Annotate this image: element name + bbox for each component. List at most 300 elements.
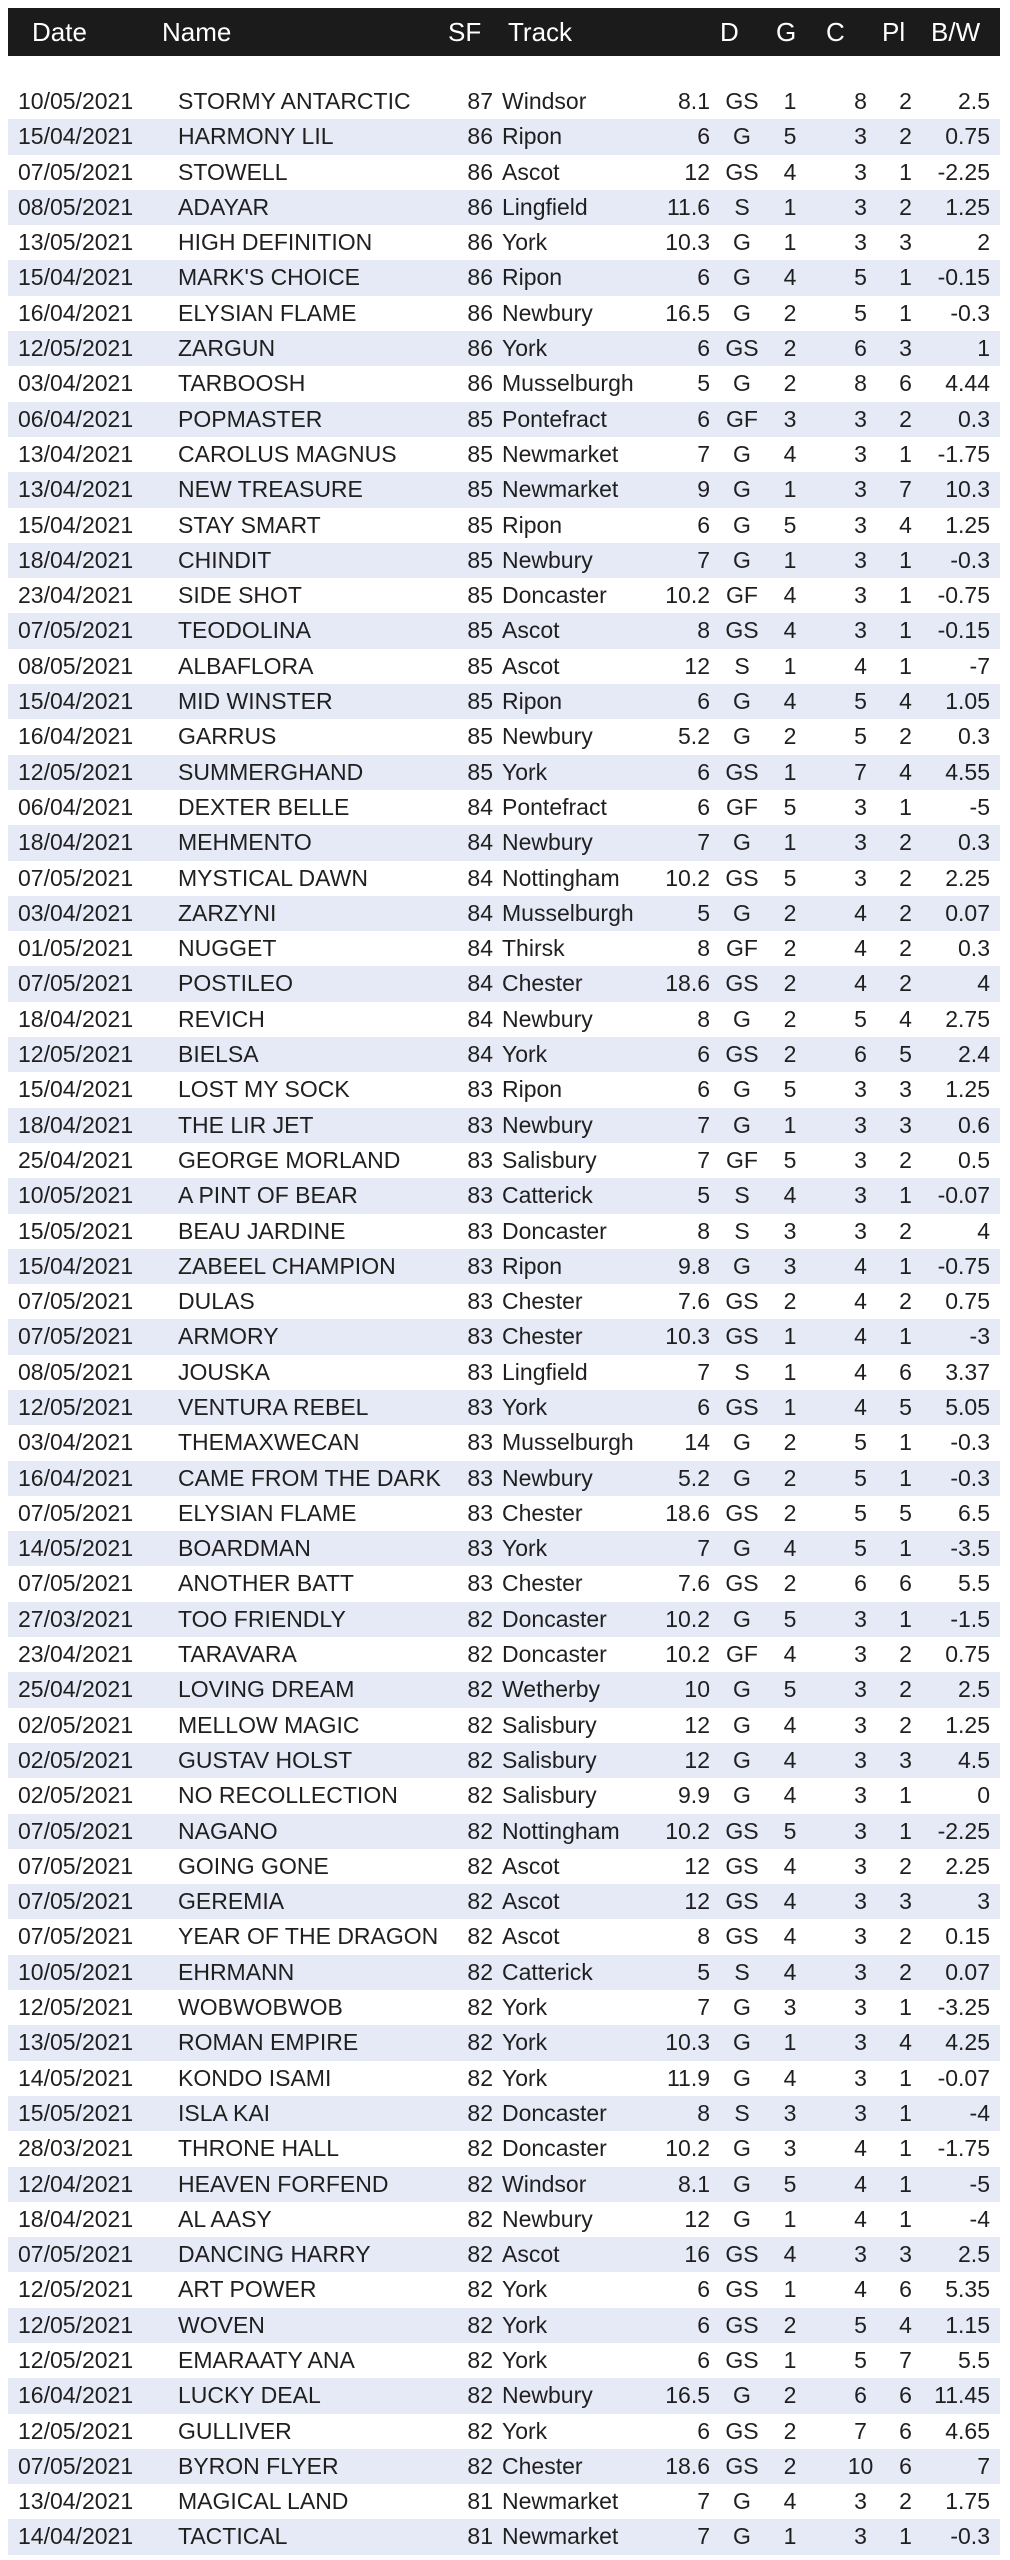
g-cell: 4 [783,1182,797,1209]
table-row[interactable] [8,861,1000,896]
class-cell: 4 [854,899,867,926]
table-row[interactable] [8,1390,1000,1425]
table-row[interactable] [8,2131,1000,2166]
distance-cell: 12 [684,1746,710,1773]
name-cell: GEREMIA [178,1888,285,1915]
date-cell: 07/05/2021 [18,970,134,997]
table-row[interactable] [8,613,1000,648]
header-beaten-won[interactable]: B/W [931,17,981,47]
track-cell: Doncaster [502,1217,607,1244]
distance-cell: 6 [697,2347,710,2373]
table-row[interactable] [8,1708,1000,1743]
table-row[interactable] [8,2378,1000,2413]
name-cell: ELYSIAN FLAME [178,1499,357,1526]
table-row[interactable] [8,225,1000,260]
track-cell: Newmarket [502,440,619,467]
table-row[interactable] [8,2272,1000,2307]
header-going[interactable]: G [776,17,797,47]
class-cell: 3 [854,2241,867,2268]
table-row[interactable] [8,1990,1000,2025]
table-row[interactable] [8,2061,1000,2096]
distance-cell: 10.3 [665,229,710,256]
placing-cell: 3 [899,229,912,256]
going-cell: G [733,511,751,538]
placing-cell: 3 [899,1111,912,1138]
beaten-won-cell: 1.75 [945,2488,990,2515]
distance-cell: 16.5 [665,299,710,326]
going-cell: GS [725,617,759,644]
g-cell: 3 [783,2135,797,2162]
table-row[interactable] [8,1531,1000,1566]
distance-cell: 10.2 [665,864,710,891]
table-row[interactable] [8,402,1000,437]
table-row[interactable] [8,2096,1000,2131]
going-cell: GS [725,1499,759,1526]
going-cell: GS [725,758,759,785]
sf-cell: 82 [467,2205,493,2232]
placing-cell: 4 [899,2311,912,2338]
track-cell: York [502,758,548,785]
distance-cell: 6 [697,1076,710,1103]
beaten-won-cell: -0.3 [950,1464,990,1491]
date-cell: 28/03/2021 [18,2135,134,2162]
placing-cell: 6 [899,370,912,397]
date-cell: 10/05/2021 [18,1182,134,1209]
date-cell: 02/05/2021 [18,1746,134,1773]
g-cell: 2 [783,1499,797,1526]
distance-cell: 5 [697,899,710,926]
name-cell: TEODOLINA [178,617,311,644]
date-cell: 07/05/2021 [18,864,134,891]
sf-cell: 84 [467,1005,493,1032]
class-cell: 4 [854,1358,867,1385]
distance-cell: 12 [684,1888,710,1915]
g-cell: 4 [783,1711,797,1738]
track-cell: Newbury [502,1111,593,1138]
sf-cell: 82 [467,1782,493,1809]
table-row[interactable] [8,366,1000,401]
placing-cell: 1 [899,2135,912,2162]
distance-cell: 5 [697,370,710,397]
date-cell: 15/04/2021 [18,688,134,715]
class-cell: 3 [854,546,867,573]
date-cell: 12/05/2021 [18,335,134,362]
table-row[interactable] [8,2484,1000,2519]
sf-cell: 84 [467,829,493,856]
track-cell: Newbury [502,723,593,750]
beaten-won-cell: -0.07 [937,2064,990,2091]
going-cell: GF [726,405,758,432]
table-row[interactable] [8,1143,1000,1178]
name-cell: VENTURA REBEL [178,1393,369,1420]
date-cell: 14/04/2021 [18,2523,134,2550]
table-row[interactable] [8,1884,1000,1919]
table-row[interactable] [8,472,1000,507]
track-cell: Salisbury [502,1711,597,1738]
distance-cell: 16 [684,2241,710,2268]
date-cell: 07/05/2021 [18,1288,134,1315]
distance-cell: 10.2 [665,1605,710,1632]
table-row[interactable] [8,155,1000,190]
class-cell: 4 [854,2205,867,2232]
table-row[interactable] [8,1002,1000,1037]
going-cell: G [733,1111,751,1138]
beaten-won-cell: 4.65 [945,2417,990,2444]
g-cell: 1 [783,1323,797,1350]
beaten-won-cell: 2.4 [958,1041,990,1068]
date-cell: 08/05/2021 [18,652,134,679]
header-distance[interactable]: D [720,17,739,47]
date-cell: 14/05/2021 [18,2064,134,2091]
going-cell: S [734,1958,750,1985]
table-row[interactable] [8,1284,1000,1319]
table-row[interactable] [8,578,1000,613]
table-row[interactable] [8,1319,1000,1354]
date-cell: 27/03/2021 [18,1605,134,1632]
g-cell: 2 [783,1288,797,1315]
name-cell: TACTICAL [178,2523,288,2550]
class-cell: 3 [854,2523,867,2550]
beaten-won-cell: 0.5 [958,1146,990,1173]
class-cell: 5 [854,1499,867,1526]
distance-cell: 5 [697,1182,710,1209]
sf-cell: 85 [467,440,493,467]
placing-cell: 1 [899,440,912,467]
table-row[interactable] [8,1778,1000,1813]
class-cell: 3 [854,2099,867,2126]
name-cell: ELYSIAN FLAME [178,299,357,326]
sf-cell: 82 [467,1605,493,1632]
going-cell: G [733,440,751,467]
placing-cell: 1 [899,652,912,679]
track-cell: Ascot [502,617,560,644]
date-cell: 07/05/2021 [18,1570,134,1597]
table-row[interactable] [8,2202,1000,2237]
g-cell: 1 [783,1393,797,1420]
date-cell: 01/05/2021 [18,935,134,962]
name-cell: WOBWOBWOB [178,1994,343,2021]
g-cell: 4 [783,1782,797,1809]
beaten-won-cell: 0.3 [958,723,990,750]
header-sf[interactable]: SF [448,17,482,47]
table-row[interactable] [8,1072,1000,1107]
g-cell: 4 [783,1641,797,1668]
g-cell: 1 [783,2523,797,2550]
name-cell: STOWELL [178,158,288,185]
date-cell: 07/05/2021 [18,158,134,185]
going-cell: G [733,2205,751,2232]
sf-cell: 83 [467,1464,493,1491]
table-row[interactable] [8,896,1000,931]
placing-cell: 2 [899,88,912,114]
table-row[interactable] [8,84,1000,119]
track-cell: York [502,1393,548,1420]
header-name[interactable]: Name [162,17,232,47]
table-row[interactable] [8,1672,1000,1707]
going-cell: G [733,299,751,326]
going-cell: GS [725,158,759,185]
track-cell: Ascot [502,1923,560,1950]
g-cell: 1 [783,829,797,856]
class-cell: 4 [854,1288,867,1315]
placing-cell: 1 [899,1782,912,1809]
class-cell: 3 [854,1182,867,1209]
table-row[interactable] [8,1425,1000,1460]
track-cell: Doncaster [502,1605,607,1632]
name-cell: HARMONY LIL [178,123,334,150]
date-cell: 12/05/2021 [18,2311,134,2338]
table-row[interactable] [8,649,1000,684]
going-cell: G [733,688,751,715]
class-cell: 8 [854,370,867,397]
beaten-won-cell: 1.25 [945,1076,990,1103]
going-cell: G [733,2064,751,2091]
placing-cell: 2 [899,1711,912,1738]
table-row[interactable] [8,1743,1000,1778]
table-row[interactable] [8,755,1000,790]
header-class[interactable]: C [826,17,845,47]
table-row[interactable] [8,2414,1000,2449]
sf-cell: 83 [467,1146,493,1173]
sf-cell: 87 [467,88,493,114]
placing-cell: 4 [899,1005,912,1032]
date-cell: 07/05/2021 [18,617,134,644]
distance-cell: 8.1 [678,88,710,114]
g-cell: 4 [783,2064,797,2091]
table-row[interactable] [8,2519,1000,2554]
table-row[interactable] [8,2025,1000,2060]
table-row[interactable] [8,1955,1000,1990]
going-cell: GS [725,2452,759,2479]
table-row[interactable] [8,1496,1000,1531]
class-cell: 5 [854,1429,867,1456]
going-cell: G [733,2488,751,2515]
beaten-won-cell: 4.25 [945,2029,990,2056]
table-row[interactable] [8,543,1000,578]
table-row[interactable] [8,966,1000,1001]
table-row[interactable] [8,508,1000,543]
sf-cell: 83 [467,1393,493,1420]
distance-cell: 5.2 [678,1464,710,1491]
beaten-won-cell: 0.3 [958,935,990,962]
table-row[interactable] [8,1037,1000,1072]
track-cell: Ripon [502,123,563,150]
table-row[interactable] [8,1249,1000,1284]
header-date[interactable]: Date [32,17,87,47]
going-cell: G [733,1252,751,1279]
table-row[interactable] [8,1461,1000,1496]
going-cell: G [733,229,751,256]
track-cell: Doncaster [502,582,607,609]
track-cell: Newbury [502,299,593,326]
track-cell: Musselburgh [502,1429,634,1456]
beaten-won-cell: -1.75 [937,2135,990,2162]
going-cell: GS [725,1570,759,1597]
name-cell: BOARDMAN [178,1535,311,1562]
distance-cell: 16.5 [665,2382,710,2409]
distance-cell: 12 [684,652,710,679]
header-placing[interactable]: Pl [882,17,906,47]
distance-cell: 7 [697,2488,710,2515]
table-row[interactable] [8,1602,1000,1637]
going-cell: G [733,2029,751,2056]
going-cell: GS [725,2347,759,2373]
going-cell: GS [725,2311,759,2338]
beaten-won-cell: 0 [977,1782,990,1809]
table-row[interactable] [8,2343,1000,2378]
table-row[interactable] [8,931,1000,966]
going-cell: GS [725,864,759,891]
g-cell: 2 [783,1429,797,1456]
distance-cell: 7 [697,440,710,467]
distance-cell: 18.6 [665,2452,710,2479]
beaten-won-cell: 0.15 [945,1923,990,1950]
sf-cell: 83 [467,1499,493,1526]
date-cell: 12/05/2021 [18,2417,134,2444]
table-row[interactable] [8,260,1000,295]
placing-cell: 3 [899,1746,912,1773]
g-cell: 5 [783,1817,797,1844]
placing-cell: 2 [899,1641,912,1668]
class-cell: 3 [854,405,867,432]
going-cell: S [734,1182,750,1209]
beaten-won-cell: 5.5 [958,1570,990,1597]
placing-cell: 2 [899,2488,912,2515]
placing-cell: 5 [899,1393,912,1420]
going-cell: G [733,723,751,750]
date-cell: 23/04/2021 [18,582,134,609]
placing-cell: 2 [899,899,912,926]
distance-cell: 6 [697,688,710,715]
table-header [8,8,1000,56]
date-cell: 13/05/2021 [18,2029,134,2056]
track-cell: York [502,2276,548,2303]
track-cell: Windsor [502,2170,587,2197]
table-row[interactable] [8,719,1000,754]
beaten-won-cell: -0.07 [937,1182,990,1209]
distance-cell: 10.2 [665,582,710,609]
beaten-won-cell: 0.07 [945,1958,990,1985]
name-cell: NAGANO [178,1817,278,1844]
beaten-won-cell: -0.15 [937,264,990,291]
table-row[interactable] [8,296,1000,331]
track-cell: Musselburgh [502,899,634,926]
table-row[interactable] [8,1178,1000,1213]
table-row[interactable] [8,119,1000,154]
table-row[interactable] [8,2449,1000,2484]
table-row[interactable] [8,684,1000,719]
name-cell: SUMMERGHAND [178,758,364,785]
track-cell: Newmarket [502,2488,619,2515]
placing-cell: 1 [899,2064,912,2091]
g-cell: 4 [783,1746,797,1773]
date-cell: 12/05/2021 [18,1393,134,1420]
beaten-won-cell: 2.25 [945,864,990,891]
beaten-won-cell: 0.3 [958,405,990,432]
beaten-won-cell: -2.25 [937,158,990,185]
table-row[interactable] [8,790,1000,825]
name-cell: GOING GONE [178,1852,329,1879]
sf-cell: 82 [467,2311,493,2338]
distance-cell: 5.2 [678,723,710,750]
track-cell: Wetherby [502,1676,601,1703]
sf-cell: 82 [467,1888,493,1915]
placing-cell: 2 [899,723,912,750]
table-row[interactable] [8,1108,1000,1143]
placing-cell: 1 [899,1464,912,1491]
g-cell: 2 [783,2452,797,2479]
table-row[interactable] [8,1814,1000,1849]
g-cell: 2 [783,370,797,397]
date-cell: 15/04/2021 [18,264,134,291]
g-cell: 2 [783,299,797,326]
date-cell: 13/04/2021 [18,2488,134,2515]
g-cell: 4 [783,264,797,291]
table-row[interactable] [8,1637,1000,1672]
sf-cell: 83 [467,1323,493,1350]
sf-cell: 86 [467,229,493,256]
track-cell: Chester [502,1570,583,1597]
going-cell: G [733,2135,751,2162]
distance-cell: 9.9 [678,1782,710,1809]
table-row[interactable] [8,2167,1000,2202]
going-cell: G [733,1994,751,2021]
table-row[interactable] [8,190,1000,225]
table-row[interactable] [8,2237,1000,2272]
table-row[interactable] [8,1566,1000,1601]
name-cell: A PINT OF BEAR [178,1182,358,1209]
distance-cell: 10 [684,1676,710,1703]
placing-cell: 2 [899,1217,912,1244]
placing-cell: 1 [899,1817,912,1844]
beaten-won-cell: 2.25 [945,1852,990,1879]
header-track[interactable]: Track [508,17,573,47]
class-cell: 3 [854,476,867,503]
table-row[interactable] [8,1919,1000,1954]
class-cell: 5 [854,299,867,326]
g-cell: 1 [783,1358,797,1385]
date-cell: 07/05/2021 [18,1817,134,1844]
table-row[interactable] [8,437,1000,472]
distance-cell: 8 [697,1923,710,1950]
placing-cell: 1 [899,1252,912,1279]
table-row[interactable] [8,331,1000,366]
track-cell: Chester [502,1288,583,1315]
table-row[interactable] [8,2308,1000,2343]
results-table [8,84,1000,2555]
table-row[interactable] [8,825,1000,860]
track-cell: Newbury [502,2382,593,2409]
sf-cell: 85 [467,546,493,573]
table-row[interactable] [8,1849,1000,1884]
class-cell: 3 [854,1076,867,1103]
sf-cell: 83 [467,1252,493,1279]
g-cell: 1 [783,476,797,503]
going-cell: G [733,1711,751,1738]
table-row[interactable] [8,1214,1000,1249]
track-cell: Chester [502,1323,583,1350]
table-row[interactable] [8,1355,1000,1390]
name-cell: HIGH DEFINITION [178,229,373,256]
name-cell: NO RECOLLECTION [178,1782,398,1809]
placing-cell: 2 [899,123,912,150]
track-cell: Catterick [502,1182,593,1209]
distance-cell: 12 [684,1852,710,1879]
g-cell: 1 [783,2276,797,2303]
beaten-won-cell: -2.25 [937,1817,990,1844]
sf-cell: 83 [467,1570,493,1597]
beaten-won-cell: 1.25 [945,193,990,220]
